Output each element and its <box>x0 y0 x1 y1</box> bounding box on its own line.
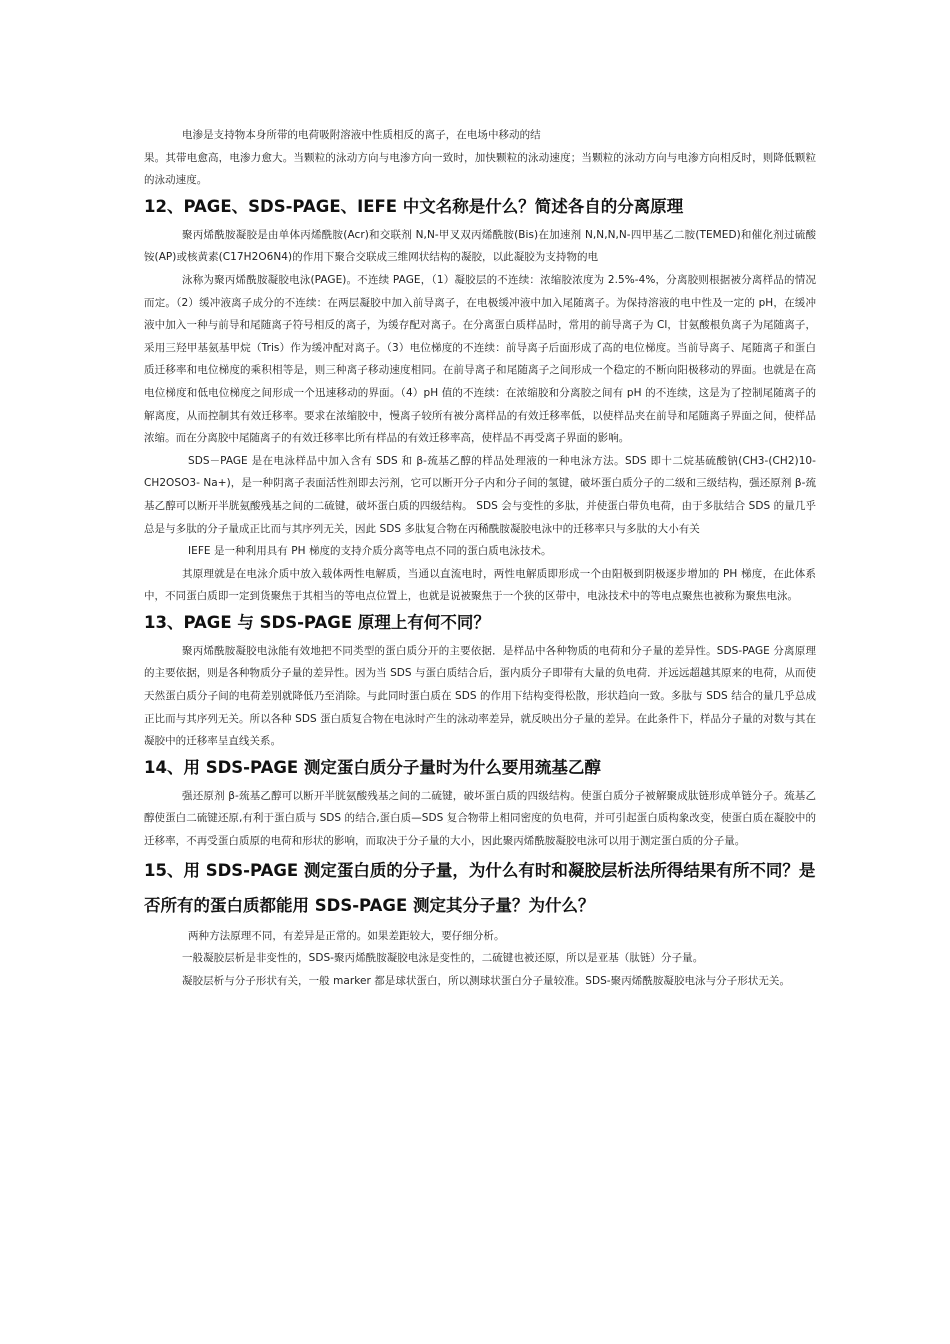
question-14-section <box>144 755 816 853</box>
question-13-heading: 13、PAGE 与 SDS-PAGE 原理上有何不同？ <box>144 612 490 632</box>
q15-paragraph-3: 凝胶层析与分子形状有关，一般 marker 都是球状蛋白，所以测球状蛋白分子量较准。SDS-聚丙烯酰胺凝胶电泳与分子形状无关。 <box>182 974 790 987</box>
q14-paragraph-1: 强还原剂 β-巯基乙醇可以断开半胱氨酸残基之间的二硫键，破坏蛋白质的四级结构。使蛋白质分子被解聚成肽链形成单链分子。巯基乙醇使蛋白二硫键还原,有利于蛋白质与 SDS 的结合,蛋白质—SDS 复合物带上相同密度的负电荷，并可引起蛋白质构象改变，使蛋白质在凝胶中的迁移率，不再受蛋白质原的电荷和形状的影响，而取决于分子量的大小，因此聚丙烯酰胺凝胶电泳可以用于测定蛋白质的分子量。 <box>144 789 816 848</box>
question-15-section <box>144 853 816 993</box>
intro-paragraph-1: 电渗是支持物本身所带的电荷吸附溶液中性质相反的离子，在电场中移动的结 <box>182 129 541 141</box>
q15-paragraph-2: 一般凝胶层析是非变性的，SDS-聚丙烯酰胺凝胶电泳是变性的，二硫键也被还原，所以是亚基（肽链）分子量。 <box>182 952 704 965</box>
question-15-heading: 15、用 SDS-PAGE 测定蛋白质的分子量，为什么有时和凝胶层析法所得结果有所不同？是否所有的蛋白质都能用 SDS-PAGE 测定其分子量？为什么？ <box>144 860 816 915</box>
q12-paragraph-1: 聚丙烯酰胺凝胶是由单体丙烯酰胺(Acr)和交联剂 N,N-甲叉双丙烯酰胺(Bis)在加速剂 N,N,N,N-四甲基乙二胺(TEMED)和催化剂过硫酸铵(AP)或核黄素(C17H2O6N4)的作用下聚合交联成三维网状结构的凝胶，以此凝胶为支持物的电 <box>144 228 816 264</box>
intro-paragraph-2: 果。其带电愈高，电渗力愈大。当颗粒的泳动方向与电渗方向一致时，加快颗粒的泳动速度；当颗粒的泳动方向与电渗方向相反时，则降低颗粒的泳动速度。 <box>144 151 816 187</box>
document-body <box>144 124 816 992</box>
q15-paragraph-1: 两种方法原理不同，有差异是正常的。如果差距较大，要仔细分析。 <box>188 929 505 942</box>
question-12-section <box>144 194 816 608</box>
question-12-heading: 12、PAGE、SDS-PAGE、IEFE 中文名称是什么？简述各自的分离原理 <box>144 196 684 216</box>
intro-section <box>144 124 816 192</box>
q12-paragraph-2: 泳称为聚丙烯酰胺凝胶电泳(PAGE)。不连续 PAGE，（1）凝胶层的不连续：浓缩胶浓度为 2.5%-4%，分离胶则根据被分离样品的情况而定。（2）缓冲液离子成分的不连续：在两层凝胶中加入前导离子，在电极缓冲液中加入尾随离子。为保持溶液的电中性及一定的 pH，在缓冲液中加入一种与前导和尾随离子符号相反的离子，为缓存配对离子。在分离蛋白质样品时，常用的前导离子为 Cl，甘氨酸根负离子为尾随离子，采用三羟甲基氨基甲烷（Tris）作为缓冲配对离子。（3）电位梯度的不连续：前导离子后面形成了高的电位梯度。当前导离子、尾随离子和蛋白质迁移率和电位梯度的乘积相等是，则三种离子移动速度相同。在前导离子和尾随离子之间形成一个稳定的不断向阳极移动的界面。也就是在高电位梯度和低电位梯度之间形成一个迅速移动的界面。（4）pH 值的不连续：在浓缩胶和分离胶之间有 pH 的不连续，这是为了控制尾随离子的解离度，从而控制其有效迁移率。要求在浓缩胶中，慢离子较所有被分离样品的有效迁移率低，以使样品夹在前导和尾随离子界面之间，使样品浓缩。而在分离胶中尾随离子的有效迁移率比所有样品的有效迁移率高，使样品不再受离子界面的影响。 <box>144 273 816 445</box>
q12-paragraph-3: SDS－PAGE 是在电泳样品中加入含有 SDS 和 β-巯基乙醇的样品处理液的一种电泳方法。SDS 即十二烷基硫酸钠(CH3-(CH2)10-CH2OSO3- Na+)，是一种阴离子表面活性剂即去污剂，它可以断开分子内和分子间的氢键，破坏蛋白质分子的二级和三级结构，强还原剂 β-巯基乙醇可以断开半胱氨酸残基之间的二硫键，破坏蛋白质的四级结构。 SDS 会与变性的多肽，并使蛋白带负电荷，由于多肽结合 SDS 的量几乎总是与多肽的分子量成正比而与其序列无关，因此 SDS 多肽复合物在丙稀酰胺凝胶电泳中的迁移率只与多肽的大小有关 <box>144 454 816 535</box>
q12-paragraph-4: IEFE 是一种利用具有 PH 梯度的支持介质分离等电点不同的蛋白质电泳技术。 <box>188 545 552 558</box>
question-14-heading: 14、用 SDS-PAGE 测定蛋白质分子量时为什么要用巯基乙醇 <box>144 757 601 777</box>
q13-paragraph-1: 聚丙烯酰胺凝胶电泳能有效地把不同类型的蛋白质分开的主要依据．是样品中各种物质的电荷和分子量的差异性。SDS-PAGE 分离原理的主要依据，则是各种物质分子量的差异性。因为当 SDS 与蛋白质结合后，蛋内质分子即带有大量的负电荷．并远远超越其原来的电荷，从而使天然蛋白质分子间的电荷差别就降低乃至消除。与此同时蛋白质在 SDS 的作用下结构变得松散，形状趋向一致。多肽与 SDS 结合的量几乎总成正比而与其序列无关。所以各种 SDS 蛋白质复合物在电泳时产生的泳动率差异，就反映出分子量的差异。在此条件下，样品分子量的对数与其在凝胶中的迁移率呈直线关系。 <box>144 644 816 748</box>
q12-paragraph-5: 其原理就是在电泳介质中放入载体两性电解质，当通以直流电时，两性电解质即形成一个由阳极到阴极逐步增加的 PH 梯度，在此体系中，不同蛋白质即一定到货聚焦于其相当的等电点位置上，也就是说被聚焦于一个狭的区带中，电泳技术中的等电点聚焦也被称为聚焦电泳。 <box>144 567 816 603</box>
question-13-section <box>144 610 816 753</box>
